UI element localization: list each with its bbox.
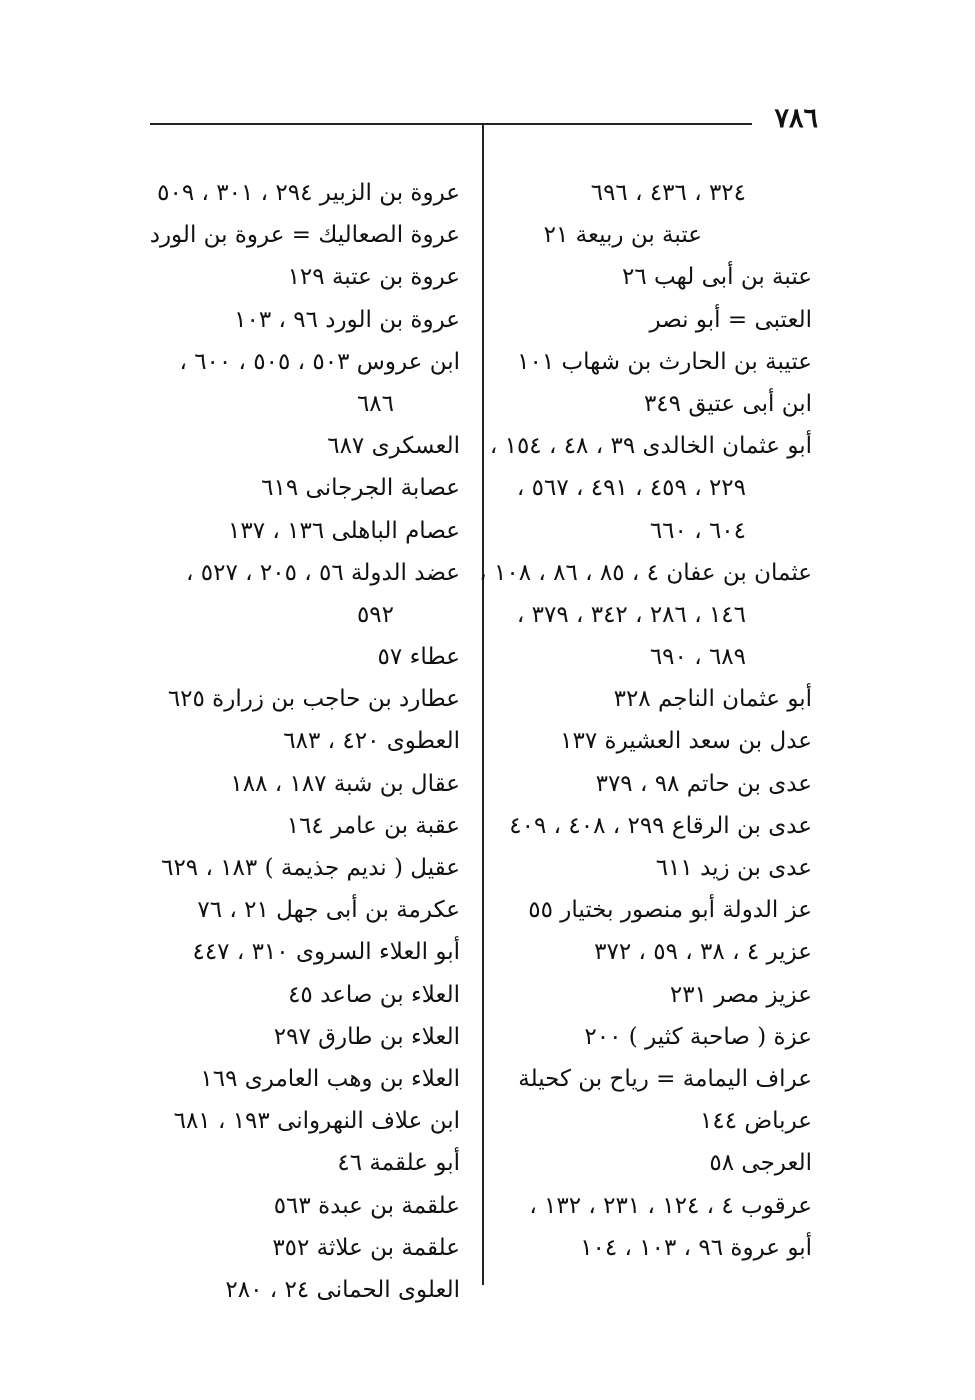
index-entry: أبو علقمة ٤٦ [337, 1150, 460, 1177]
index-entry: ١٤٦ ، ٢٨٦ ، ٣٤٢ ، ٣٧٩ ، [516, 601, 746, 628]
index-entry: العسكرى ٦٨٧ [327, 433, 460, 460]
index-entry: العلاء بن طارق ٢٩٧ [273, 1023, 460, 1050]
index-entry: عراف اليمامة = رياح بن كحيلة [518, 1065, 812, 1092]
index-entry: عضد الدولة ٥٦ ، ٢٠٥ ، ٥٢٧ ، [186, 559, 460, 586]
index-entry: العطوى ٤٢٠ ، ٦٨٣ [283, 728, 460, 755]
index-entry: ٦٨٦ [356, 390, 394, 417]
index-entry: علقمة بن عبدة ٥٦٣ [273, 1192, 460, 1219]
index-entry: عروة بن عتبة ١٢٩ [287, 264, 460, 291]
index-entry: ٣٢٤ ، ٤٣٦ ، ٦٩٦ [590, 180, 746, 206]
index-entry: ٢٢٩ ، ٤٥٩ ، ٤٩١ ، ٥٦٧ ، [516, 475, 746, 502]
index-entry: ابن عروس ٥٠٣ ، ٥٠٥ ، ٦٠٠ ، [179, 348, 460, 375]
index-entry: عدل بن سعد العشيرة ١٣٧ [560, 728, 812, 755]
index-entry: ابن علاف النهروانى ١٩٣ ، ٦٨١ [173, 1108, 460, 1135]
index-entry: العرجى ٥٨ [709, 1150, 812, 1177]
index-entry: عقيل ( نديم جذيمة ) ١٨٣ ، ٦٢٩ [161, 855, 460, 881]
index-entry: عرقوب ٤ ، ١٢٤ ، ٢٣١ ، ١٣٢ ، [529, 1192, 812, 1219]
index-entry: عتبة بن أبى لهب ٢٦ [622, 264, 812, 291]
index-entry: عروة بن الزبير ٢٩٤ ، ٣٠١ ، ٥٠٩ [157, 180, 460, 206]
index-entry: ابن أبى عتيق ٣٤٩ [643, 390, 812, 417]
index-entry: ٦٨٩ ، ٦٩٠ [649, 644, 746, 671]
index-entry: عزة ( صاحبة كثير ) ٢٠٠ [584, 1023, 812, 1050]
index-entry: عدى بن زيد ٦١١ [655, 855, 812, 881]
index-entry: العتبى = أبو نصر [649, 306, 812, 333]
index-entry: علقمة بن علاثة ٣٥٢ [272, 1234, 460, 1261]
index-entry: ٥٩٢ [356, 601, 394, 628]
index-entry: عثمان بن عفان ٤ ، ٨٥ ، ٨٦ ، ١٠٨ ، [479, 559, 812, 586]
index-entry: أبو العلاء السروى ٣١٠ ، ٤٤٧ [192, 939, 460, 966]
index-entry: عروة الصعاليك = عروة بن الورد [149, 222, 460, 249]
index-entry: العلوى الحمانى ٢٤ ، ٢٨٠ [225, 1276, 460, 1303]
index-entry: عتبة بن ربيعة ٢١ [543, 222, 702, 249]
index-entry: عتيبة بن الحارث بن شهاب ١٠١ [517, 348, 812, 375]
index-entry: العلاء بن صاعد ٤٥ [288, 981, 460, 1008]
index-entry: عصابة الجرجانى ٦١٩ [261, 475, 460, 502]
index-entry: أبو عروة ٩٦ ، ١٠٣ ، ١٠٤ [580, 1234, 812, 1261]
index-entry: ٦٠٤ ، ٦٦٠ [649, 517, 746, 544]
header-rule [150, 123, 752, 125]
index-entry: عزيز مصر ٢٣١ [669, 981, 812, 1008]
index-entry: عطاء ٥٧ [377, 644, 460, 671]
column-divider [482, 123, 484, 1285]
index-entry: عقبة بن عامر ١٦٤ [286, 812, 460, 839]
index-entry: عروة بن الورد ٩٦ ، ١٠٣ [234, 306, 460, 333]
index-entry: عرباض ١٤٤ [699, 1108, 812, 1135]
index-entry: أبو عثمان الناجم ٣٢٨ [613, 686, 812, 713]
index-entry: أبو عثمان الخالدى ٣٩ ، ٤٨ ، ١٥٤ ، [489, 433, 812, 460]
index-entry: عطارد بن حاجب بن زرارة ٦٢٥ [167, 686, 460, 713]
index-entry: عدى بن الرقاع ٢٩٩ ، ٤٠٨ ، ٤٠٩ [509, 812, 812, 839]
index-column-left [150, 172, 460, 1311]
index-entry: العلاء بن وهب العامرى ١٦٩ [200, 1065, 460, 1092]
page-number: ٧٨٦ [774, 103, 818, 134]
index-entry: عدى بن حاتم ٩٨ ، ٣٧٩ [595, 770, 812, 797]
index-entry: عكرمة بن أبى جهل ٢١ ، ٧٦ [197, 897, 460, 924]
index-entry: عز الدولة أبو منصور بختيار ٥٥ [528, 897, 812, 924]
index-column-right [479, 172, 812, 1269]
index-entry: عصام الباهلى ١٣٦ ، ١٣٧ [228, 517, 460, 544]
index-entry: عزير ٤ ، ٣٨ ، ٥٩ ، ٣٧٢ [594, 939, 812, 966]
index-entry: عقال بن شبة ١٨٧ ، ١٨٨ [230, 770, 460, 797]
